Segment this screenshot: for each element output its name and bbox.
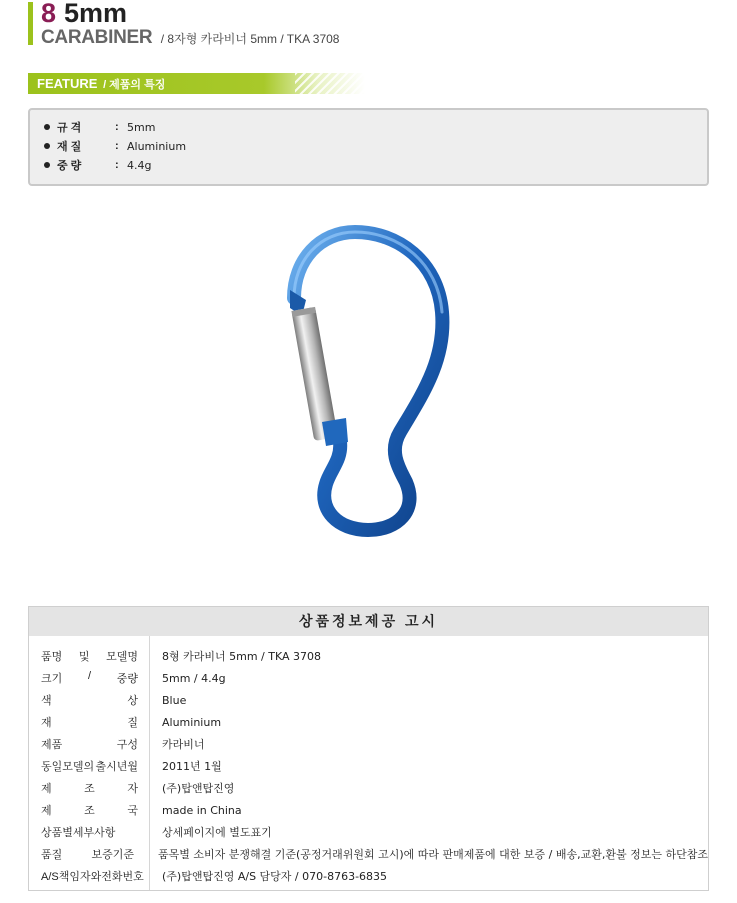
table-row [29, 755, 708, 777]
row-label: 품명 및 모델명 [41, 651, 138, 663]
bullet-icon [44, 124, 50, 130]
row-label: 상품별세부사항 [41, 827, 116, 839]
row-value: Aluminium [162, 715, 222, 729]
blue-carabiner-image [250, 220, 490, 550]
spec-label: 중 량 [57, 160, 82, 172]
spec-row [44, 156, 151, 174]
table-title: 상품정보제공 고시 [29, 607, 708, 636]
row-label: 색 상 [41, 695, 138, 707]
spec-colon: : [115, 140, 119, 152]
model-title [41, 0, 127, 28]
row-label: 제 조 자 [41, 783, 138, 795]
spec-value: 4.4g [127, 158, 152, 172]
row-value: 8형 카라비너 5mm / TKA 3708 [162, 650, 322, 663]
row-value: made in China [162, 803, 242, 817]
row-label: 동일모델의 출시년월 [41, 761, 138, 773]
table-row [29, 645, 708, 667]
row-label: 제품 구성 [41, 739, 138, 751]
spec-value: 5mm [127, 120, 156, 134]
bullet-icon [44, 162, 50, 168]
spec-label: 재 질 [57, 141, 82, 153]
row-value: (주)탑앤탑진영 A/S 담당자 / 070-8763-6835 [162, 870, 388, 883]
row-label: 재 질 [41, 717, 138, 729]
row-value: Blue [162, 693, 187, 707]
spec-box [28, 108, 709, 186]
row-label: A/S책임자와전화번호 [41, 871, 144, 883]
table-row [29, 865, 708, 887]
spec-colon: : [115, 159, 119, 171]
feature-section-header [28, 73, 365, 94]
table-row [29, 711, 708, 733]
product-description: / 8자형 카라비너 5mm / TKA 3708 [160, 32, 340, 46]
row-label: 크기 / 중량 [41, 670, 138, 685]
spec-label: 규 격 [57, 122, 82, 134]
row-value: 품목별 소비자 분쟁해결 기준(공정거래위원회 고시)에 따라 판매제품에 대한 보증 / 배송,교환,환불 정보는 하단참조 [157, 848, 708, 861]
row-value: (주)탑앤탑진영 [162, 782, 235, 795]
spec-value: Aluminium [127, 139, 187, 153]
spec-row [44, 137, 186, 155]
table-row [29, 799, 708, 821]
product-info-table [28, 606, 709, 891]
table-row [29, 777, 708, 799]
row-label: 제 조 국 [41, 805, 138, 817]
table-row [29, 843, 708, 865]
feature-subtitle: / 제품의 특징 [103, 79, 166, 91]
row-value: 5mm / 4.4g [162, 671, 226, 685]
table-row [29, 667, 708, 689]
row-value: 카라비너 [162, 738, 205, 751]
spec-colon: : [115, 121, 119, 133]
stripe-decoration [295, 73, 365, 94]
row-label: 품질 보증기준 [41, 849, 134, 861]
product-subtitle [41, 28, 339, 49]
spec-row [44, 118, 155, 136]
table-row [29, 821, 708, 843]
model-size: 5mm [64, 0, 128, 28]
table-row [29, 733, 708, 755]
product-name: CARABINER [41, 27, 153, 48]
row-value: 상세페이지에 별도표기 [162, 826, 272, 839]
title-accent-bar [28, 2, 33, 45]
model-number: 8 [41, 0, 57, 28]
bullet-icon [44, 143, 50, 149]
table-row [29, 689, 708, 711]
row-value: 2011년 1월 [162, 760, 222, 773]
feature-title: FEATURE [37, 76, 98, 91]
